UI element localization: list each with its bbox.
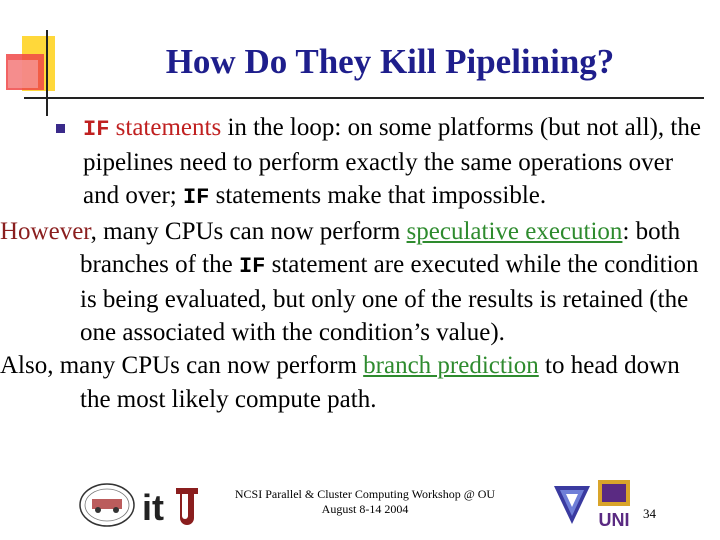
para3-text: Also, many CPUs can now perform [0, 352, 364, 380]
itou-text: it [142, 487, 164, 528]
footer-line1: NCSI Parallel & Cluster Computing Workshop @ OU [234, 487, 496, 501]
paragraph-however [0, 215, 706, 350]
footer-caption [200, 487, 530, 517]
decor-pink-square [8, 60, 38, 88]
speculative-execution-link[interactable]: speculative execution [406, 217, 623, 245]
para2-text-b: : both branches of the [80, 217, 681, 278]
it-ou-logo [142, 482, 204, 528]
page-number: 34 [643, 506, 656, 521]
para2-text-end: statement are executed while the condition is being evaluated, but only one of the results is retained (the one associated with the condition’s value). [80, 250, 699, 347]
bullet-paragraph [56, 111, 706, 215]
ncsi-seal-logo [78, 482, 136, 528]
keyword-if-2: IF [182, 185, 210, 211]
square-bullet-icon [56, 124, 65, 133]
footer-line2: August 8-14 2004 [321, 502, 409, 516]
uni-logo [592, 478, 636, 530]
para1-text-end: statements make that impossible. [209, 182, 547, 210]
para2-text: , many CPUs can now perform [90, 217, 407, 245]
slide-body [0, 111, 706, 416]
title-divider [24, 97, 704, 99]
decor-vertical-rule [46, 30, 48, 116]
para1-text: in the loop: on some platforms (but not all), the pipelines need to perform exactly the same operations over and over; [83, 114, 701, 210]
keyword-if: IF [83, 117, 110, 142]
slide-title: How Do They Kill Pipelining? [165, 42, 615, 81]
triangle-logo [552, 482, 592, 526]
keyword-if-3: IF [238, 253, 266, 279]
para3-text-end: to head down the most likely compute path. [80, 352, 680, 413]
uni-text: UNI [598, 510, 630, 530]
branch-prediction-link[interactable]: branch prediction [363, 352, 539, 380]
paragraph-also [0, 349, 706, 415]
keyword-statements: statements [109, 114, 222, 141]
however-label: However [0, 217, 91, 245]
